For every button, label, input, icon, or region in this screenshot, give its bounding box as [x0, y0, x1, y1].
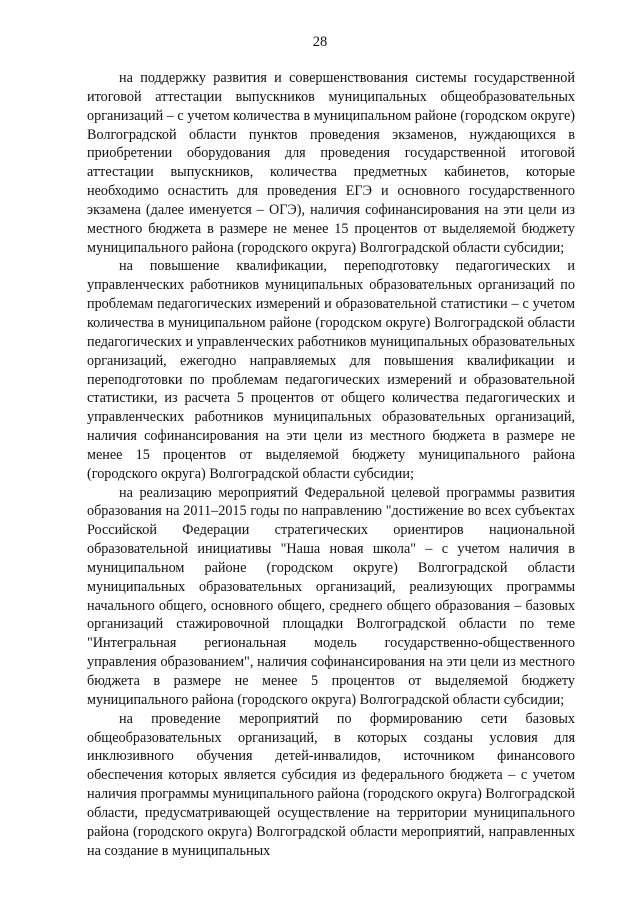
document-body	[87, 69, 575, 860]
paragraph-exam-attestation-support: на поддержку развития и совершенствования системы государственной итоговой аттестации выпускников муниципальных общеобразовательных организаций – с учетом количества в муниципальном районе (городском округе) Волгоградской области пунктов проведения экзаменов, нуждающихся в приобретении оборудования для проведения государственной итоговой аттестации выпускников, количества предметных кабинетов, которые необходимо оснастить для проведения ЕГЭ и основного государственного экзамена (далее именуется – ОГЭ), наличия софинансирования на эти цели из местного бюджета в размере не менее 15 процентов от выделяемой бюджету муниципального района (городского округа) Волгоградской области субсидии;	[87, 70, 575, 256]
paragraph-federal-target-program: на реализацию мероприятий Федеральной целевой программы развития образования на 2011–2015 годы по направлению "достижение во всех субъектах Российской Федерации стратегических ориентиров национальной образовательной инициативы "Наша новая школа" – с учетом наличия в муниципальном районе (городском округе) Волгоградской области муниципальных образовательных организаций, реализующих программы начального общего, основного общего, среднего общего образования – базовых организаций стажировочной площадки Волгоградской области по теме "Интегральная региональная модель государственно-общественного управления образованием", наличия софинансирования на эти цели из местного бюджета в размере не менее 5 процентов от выделяемой бюджету муниципального района (городского округа) Волгоградской области субсидии;	[87, 484, 575, 708]
paragraph-inclusive-education: на проведение мероприятий по формированию сети базовых общеобразовательных организаций, в которых созданы условия для инклюзивного обучения детей-инвалидов, источником финансового обеспечения которых является субсидия из федерального бюджета – с учетом наличия программы муниципального района (городского округа) Волгоградской области, предусматривающей осуществление на территории муниципального района (городского округа) Волгоградской области мероприятий, направленных на создание в муниципальных	[87, 710, 575, 859]
paragraph-teacher-qualification: на повышение квалификации, переподготовку педагогических и управленческих работников муниципальных образовательных организаций по проблемам педагогических измерений и образовательной статистики – с учетом количества в муниципальном районе (городском округе) Волгоградской области педагогических и управленческих работников муниципальных образовательных организаций, ежегодно направляемых для повышения квалификации и переподготовки по проблемам педагогических измерений и образовательной статистики, из расчета 5 процентов от общего количества педагогических и управленческих работников муниципальных образовательных организаций, наличия софинансирования на эти цели из местного бюджета в размере не менее 15 процентов от выделяемой бюджету муниципального района (городского округа) Волгоградской области субсидии;	[87, 258, 575, 482]
page-number: 28	[312, 34, 328, 50]
